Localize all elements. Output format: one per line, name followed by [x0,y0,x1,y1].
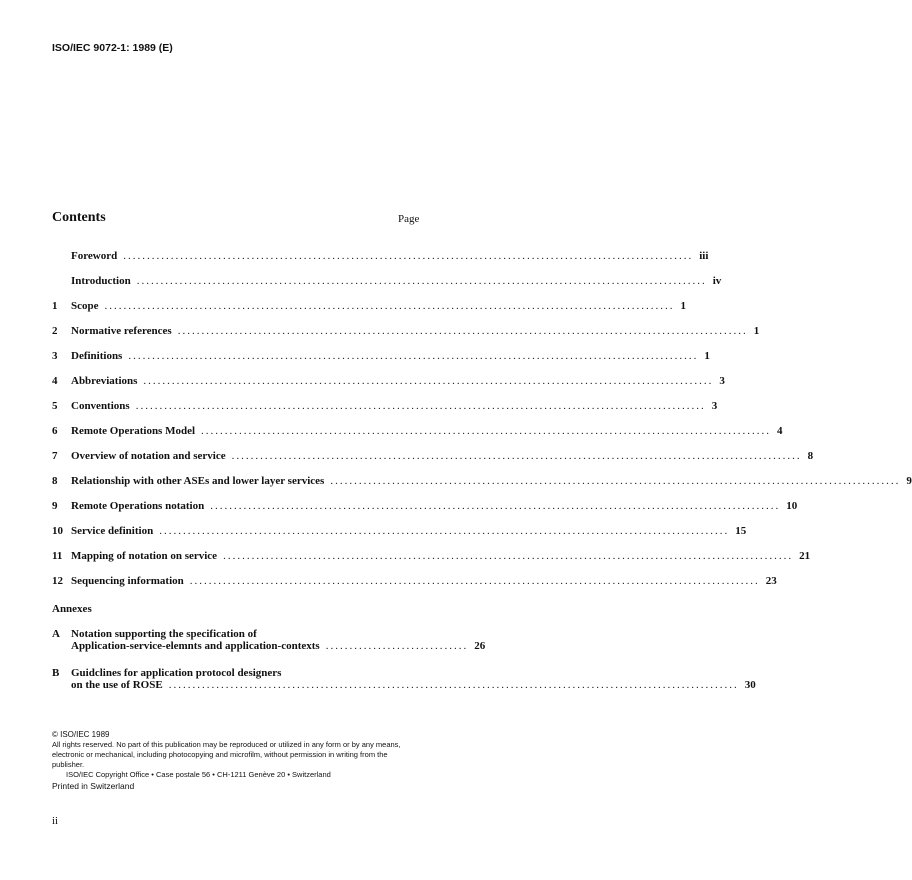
annex-title-line1: Guidclines for application protocol designers [71,667,282,679]
dot-leader: ........................................................................................................................ [159,525,730,537]
copyright-notice [52,730,402,791]
toc-entry-7[interactable] [52,450,814,462]
annex-letter: A [52,628,60,640]
copyright-office-address: ISO/IEC Copyright Office • Case postale 56 • CH-1211 Genève 20 • Switzerland [66,770,331,779]
toc-entry-title: Remote Operations Model [71,425,196,437]
toc-entry-page: iii [699,250,709,262]
toc-entry-number: 1 [52,300,58,312]
toc-entry-10[interactable] [52,525,747,537]
toc-entry-page: 3 [719,375,725,387]
toc-entry-title: Remote Operations notation [71,500,205,512]
toc-entry-title: Service definition [71,525,154,537]
toc-entry-number: 7 [52,450,58,462]
toc-entry-number: 11 [52,550,63,562]
toc-entry-page: 1 [704,350,710,362]
toc-entry-title: Overview of notation and service [71,450,226,462]
dot-leader: .............................. [325,640,469,652]
dot-leader: ........................................................................................................................ [136,275,707,287]
page-number: ii [52,815,59,827]
toc-entry-page: 8 [807,450,814,462]
annex-title-line2: on the use of ROSE [71,679,163,691]
dot-leader: ........................................................................................................................ [223,550,794,562]
dot-leader: ........................................................................................................................ [210,500,781,512]
toc-entry-number: 2 [52,325,58,337]
dot-leader: ........................................................................................................................ [168,679,739,691]
toc-entry-page: 23 [765,575,777,587]
toc-entry-title: Relationship with other ASEs and lower layer services [71,475,325,487]
toc-entry-title: Conventions [71,400,130,412]
toc-entry-page: 10 [786,500,798,512]
dot-leader: ........................................................................................................................ [231,450,802,462]
dot-leader: ........................................................................................................................ [189,575,760,587]
toc-entry-number: 9 [52,500,58,512]
toc-entry-8[interactable] [52,475,912,487]
toc-entry-title: Foreword [71,250,118,262]
annexes-heading: Annexes [52,603,92,615]
toc-entry-page: iv [712,275,722,287]
toc-entry-number: 5 [52,400,58,412]
dot-leader: ........................................................................................................................ [128,350,699,362]
toc-entry-page: 1 [680,300,686,312]
toc-entry-page: 4 [777,425,783,437]
toc-entry-page: 15 [735,525,747,537]
toc-entry-5[interactable] [52,400,718,412]
toc-entry-number: 4 [52,375,58,387]
annex-page: 30 [744,679,756,691]
toc-entry-number: 3 [52,350,58,362]
toc-entry-title: Introduction [71,275,131,287]
toc-entry-number: 12 [52,575,63,587]
copyright-line: © ISO/IEC 1989 [52,730,110,739]
printed-in: Printed in Switzerland [52,781,135,791]
toc-entry-title: Mapping of notation on service [71,550,218,562]
toc-entry-foreword[interactable] [52,250,709,262]
toc-entry-number: 6 [52,425,58,437]
toc-entry-title: Abbreviations [71,375,138,387]
toc-entry-12[interactable] [52,575,777,587]
toc-entry-4[interactable] [52,375,725,387]
toc-entry-9[interactable] [52,500,798,512]
annex-title-line2: Application-service-elemnts and application-contexts [71,640,320,652]
dot-leader: ........................................................................................................................ [135,400,706,412]
annex-entry-b[interactable] [52,667,756,691]
toc-entry-3[interactable] [52,350,710,362]
toc-entry-title: Definitions [71,350,123,362]
toc-entry-title: Scope [71,300,99,312]
toc-entry-title: Normative references [71,325,172,337]
toc-entry-11[interactable] [52,550,811,562]
toc-entry-page: 3 [711,400,718,412]
contents-title: Contents [52,210,106,225]
rights-statement: All rights reserved. No part of this publication may be reproduced or utilized in any form or by any means, electronic or mechanical, including photocopying and microfilm, without permission in writing from the publisher. [52,740,401,769]
toc-entry-title: Sequencing information [71,575,184,587]
toc-entry-page: 21 [799,550,811,562]
dot-leader: ........................................................................................................................ [104,300,675,312]
dot-leader: ........................................................................................................................ [201,425,772,437]
toc-entry-page: 1 [753,325,760,337]
toc-entry-6[interactable] [52,425,783,437]
annex-page: 26 [474,640,486,652]
page-column-label: Page [398,213,420,225]
dot-leader: ........................................................................................................................ [330,475,901,487]
document-id-header: ISO/IEC 9072-1: 1989 (E) [52,42,173,54]
annex-title-line1: Notation supporting the specification of [71,628,257,640]
dot-leader: ........................................................................................................................ [177,325,748,337]
toc-entry-page: 9 [906,475,912,487]
dot-leader: ........................................................................................................................ [123,250,694,262]
annex-entry-a[interactable] [52,628,486,652]
toc-entry-number: 10 [52,525,63,537]
toc-entry-introduction[interactable] [52,275,722,287]
toc-entry-2[interactable] [52,325,760,337]
annex-letter: B [52,667,60,679]
dot-leader: ........................................................................................................................ [143,375,714,387]
toc-entry-1[interactable] [52,300,686,312]
toc-entry-number: 8 [52,475,58,487]
